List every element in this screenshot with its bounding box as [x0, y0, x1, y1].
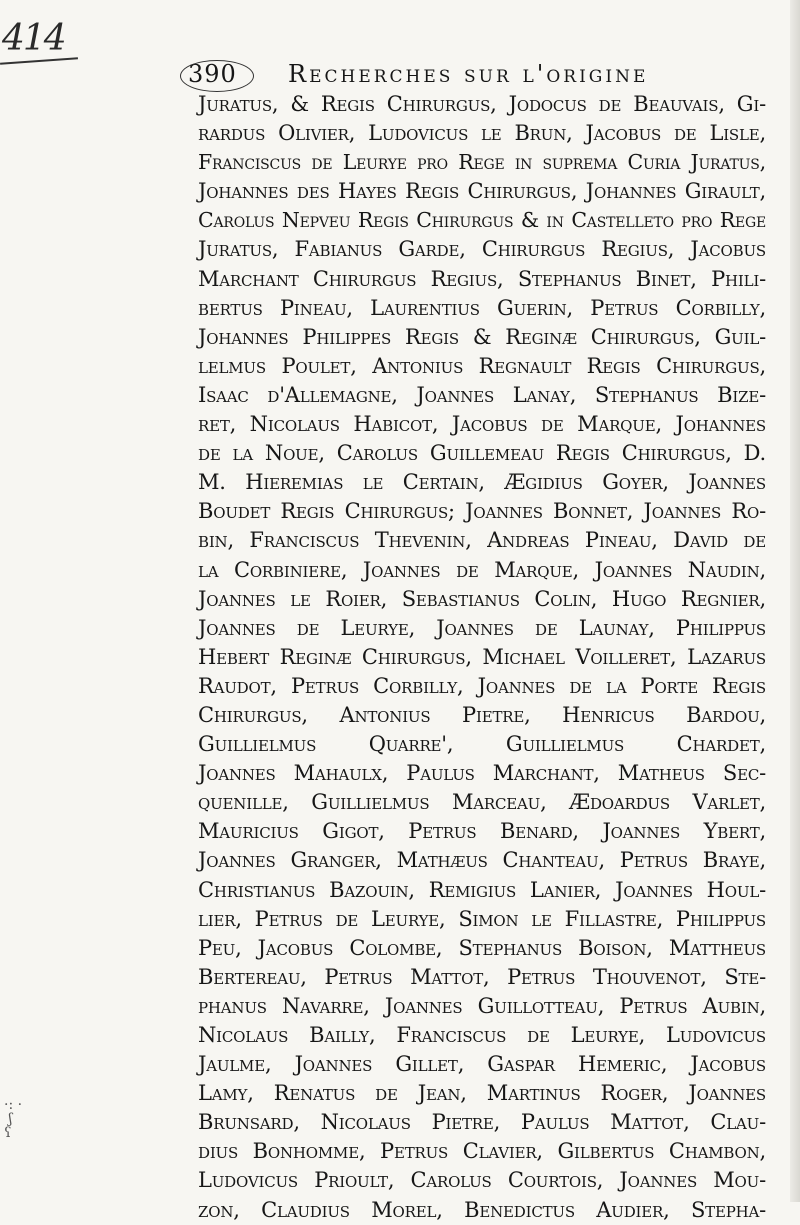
text-line: Juratus, Fabianus Garde, Chirurgus Regius, Jacobus	[198, 237, 766, 262]
text-line: lelmus Poulet, Antonius Regnault Regis Chirurgus,	[198, 353, 766, 378]
text-line: Mauricius Gigot, Petrus Benard, Joannes Ybert,	[198, 819, 766, 844]
text-line: Isaac d'Allemagne, Joannes Lanay, Stephanus Bize-	[198, 382, 766, 407]
text-line: Lamy, Renatus de Jean, Martinus Roger, Joannes	[198, 1081, 766, 1106]
text-line: Nicolaus Bailly, Franciscus de Leurye, Ludovicus	[198, 1023, 766, 1047]
text-line: Jaulme, Joannes Gillet, Gaspar Hemeric, Jacobus	[198, 1052, 766, 1077]
text-line: zon, Claudius Morel, Benedictus Audier, Stepha-	[198, 1197, 766, 1222]
text-line: Juratus, & Regis Chirurgus, Jodocus de Beauvais, Gi-	[198, 92, 766, 116]
margin-ink-marks: ·: · ʃ ʕ	[4, 1097, 23, 1141]
text-line: Joannes le Roier, Sebastianus Colin, Hugo Regnier,	[198, 586, 766, 611]
handwritten-folio-number: 414	[2, 18, 65, 59]
text-line: rardus Olivier, Ludovicus le Brun, Jacobus de Lisle,	[198, 121, 766, 146]
text-line: phanus Navarre, Joannes Guillotteau, Petrus Aubin,	[198, 993, 766, 1018]
text-line: Johannes Philippes Regis & Reginæ Chirurgus, Guil-	[198, 324, 766, 349]
text-line: Christianus Bazouin, Remigius Lanier, Joannes Houl-	[198, 877, 766, 902]
text-line: bin, Franciscus Thevenin, Andreas Pineau, David de	[198, 528, 766, 553]
text-line: Joannes Mahaulx, Paulus Marchant, Matheus Sec-	[198, 761, 766, 786]
text-line: dius Bonhomme, Petrus Clavier, Gilbertus Chambon,	[198, 1139, 766, 1164]
text-line: Johannes des Hayes Regis Chirurgus, Johannes Girault,	[198, 179, 766, 204]
text-line: Chirurgus, Antonius Pietre, Henricus Bardou,	[198, 702, 766, 727]
text-line: Peu, Jacobus Colombe, Stephanus Boison, Mattheus	[198, 935, 766, 960]
running-title: Recherches sur l'origine	[288, 60, 649, 88]
text-line: quenille, Guillielmus Marceau, Ædoardus Varlet,	[198, 790, 766, 815]
page-edge	[790, 0, 800, 1202]
text-line: ret, Nicolaus Habicot, Jacobus de Marque, Johannes	[198, 412, 766, 437]
text-line: bertus Pineau, Laurentius Guerin, Petrus Corbilly,	[198, 295, 766, 320]
text-line: la Corbiniere, Joannes de Marque, Joannes Naudin,	[198, 557, 766, 582]
page-number: 390	[188, 60, 237, 88]
text-line: de la Noue, Carolus Guillemeau Regis Chirurgus, D.	[198, 441, 766, 466]
body-text	[198, 90, 766, 1225]
text-line: Guillielmus Quarre', Guillielmus Chardet,	[198, 732, 766, 757]
text-line: Marchant Chirurgus Regius, Stephanus Binet, Phili-	[198, 266, 766, 291]
text-line: Franciscus de Leurye pro Rege in ſuprema Curia Juratus,	[198, 150, 766, 175]
text-line: Joannes Granger, Mathæus Chanteau, Petrus Braye,	[198, 848, 766, 873]
text-line: Bertereau, Petrus Mattot, Petrus Thouvenot, Ste-	[198, 964, 766, 989]
text-line: Carolus Nepveu Regis Chirurgus & in Caſtelleto pro Rege	[198, 208, 766, 233]
text-line: Ludovicus Prioult, Carolus Courtois, Joannes Mou-	[198, 1168, 766, 1193]
text-line: Hebert Reginæ Chirurgus, Michael Voilleret, Lazarus	[198, 644, 766, 669]
text-line: Raudot, Petrus Corbilly, Joannes de la Porte Regis	[198, 673, 766, 698]
text-line: Boudet Regis Chirurgus; Joannes Bonnet, Joannes Ro-	[198, 499, 766, 524]
text-line: Brunsard, Nicolaus Pietre, Paulus Mattot, Clau-	[198, 1110, 766, 1135]
text-line: Joannes de Leurye, Joannes de Launay, Philippus	[198, 615, 766, 640]
text-line: M. Hieremias le Certain, Ægidius Goyer, Joannes	[198, 470, 766, 495]
text-line: lier, Petrus de Leurye, Simon le Fillastre, Philippus	[198, 906, 766, 931]
